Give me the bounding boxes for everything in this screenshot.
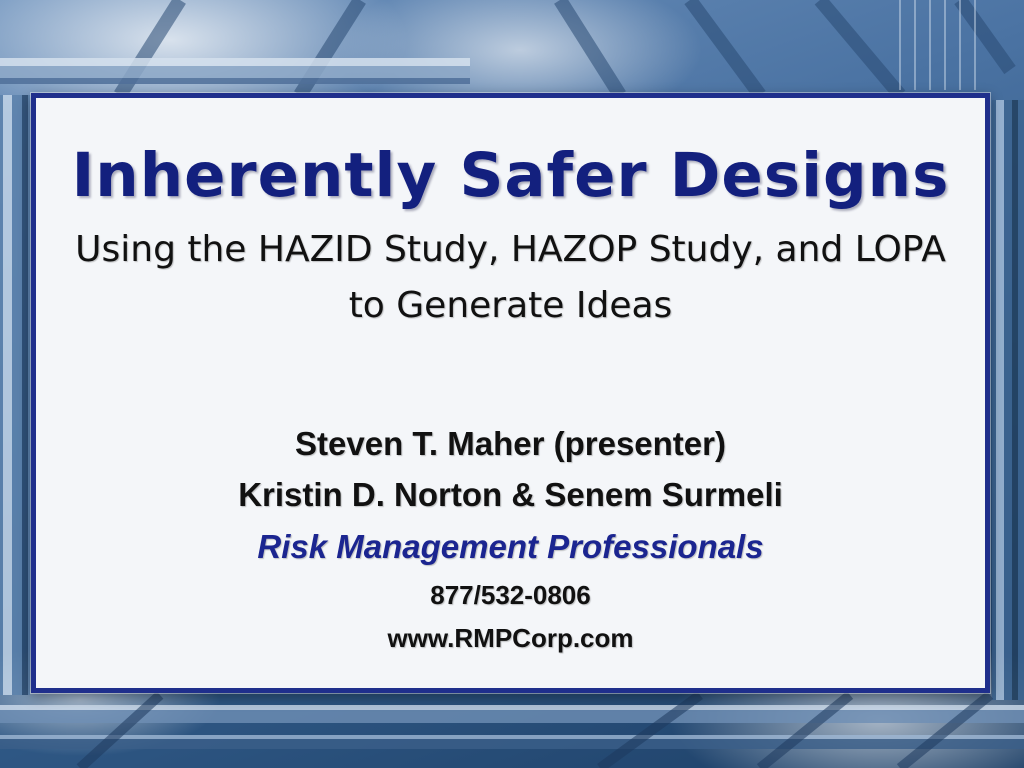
subtitle-line-1: Using the HAZID Study, HAZOP Study, and LOPA <box>75 229 946 270</box>
phone-number: 877/532-0806 <box>430 580 591 610</box>
website-url: www.RMPCorp.com <box>387 623 634 653</box>
company-name: Risk Management Professionals <box>257 528 764 565</box>
title-card <box>31 93 990 693</box>
slide-title: Inherently Safer Designs <box>71 140 950 211</box>
presenter-name: Steven T. Maher (presenter) <box>295 425 726 462</box>
author-block <box>36 418 985 660</box>
slide-subtitle <box>36 222 985 334</box>
subtitle-line-2: to Generate Ideas <box>348 285 673 326</box>
coauthor-names: Kristin D. Norton & Senem Surmeli <box>238 476 783 513</box>
